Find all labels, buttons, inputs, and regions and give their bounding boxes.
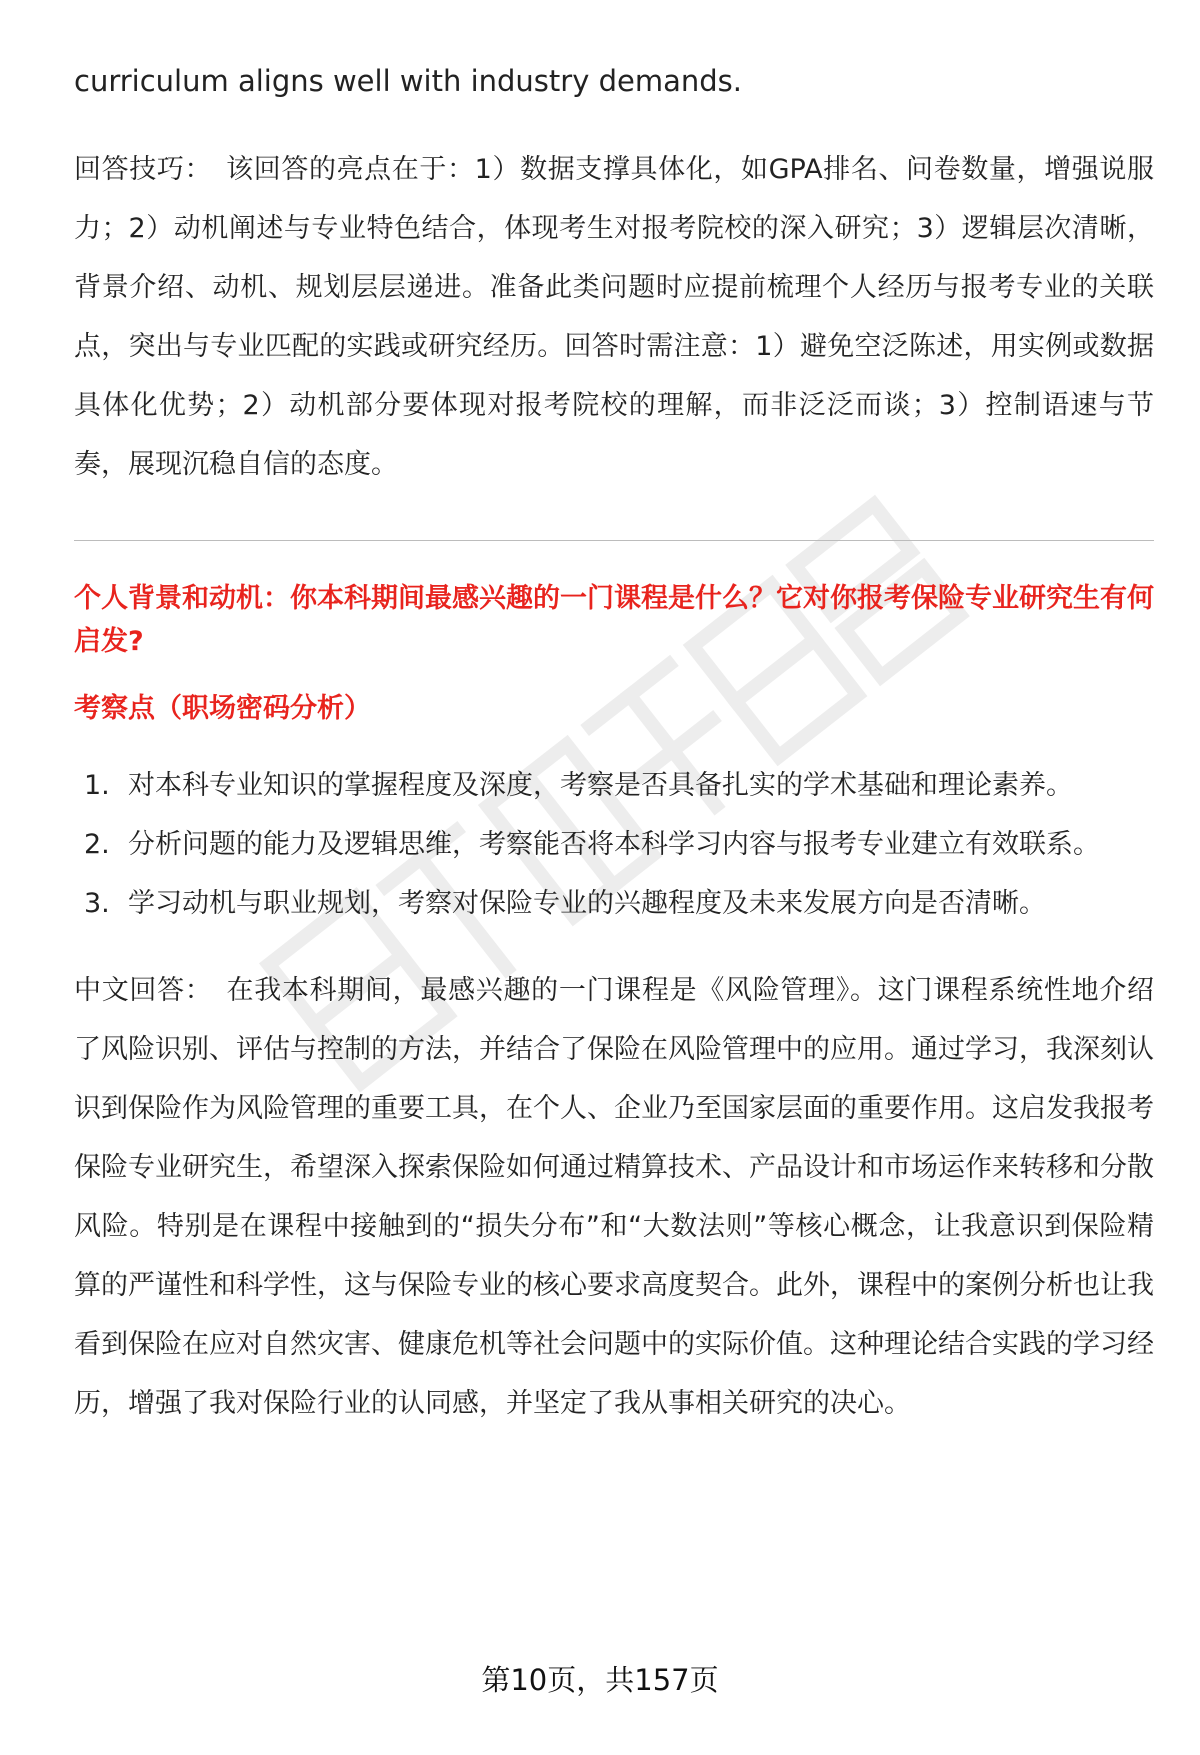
- focus-heading: 考察点（职场密码分析）: [74, 693, 371, 724]
- answer-text: 在我本科期间，最感兴趣的一门课程是《风险管理》。这门课程系统性地介绍了风险识别、评估与控制的方法，并结合了保险在风险管理中的应用。通过学习，我深刻认识到保险作为风险管理的重要工具，在个人、企业乃至国家层面的重要作用。这启发我报考保险专业研究生，希望深入探索保险如何通过精算技术、产品设计和市场运作来转移和分散风险。特别是在课程中接触到的“损失分布”和“大数法则”等核心概念，让我意识到保险精算的严谨性和科学性，这与保险专业的核心要求高度契合。此外，课程中的案例分析也让我看到保险在应对自然灾害、健康危机等社会问题中的实际价值。这种理论结合实践的学习经历，增强了我对保险行业的认同感，并坚定了我从事相关研究的决心。: [74, 975, 1155, 1419]
- list-text: 分析问题的能力及逻辑思维，考察能否将本科学习内容与报考专业建立有效联系。: [128, 829, 1100, 860]
- list-item: [74, 815, 1154, 874]
- focus-points-list: [74, 756, 1154, 933]
- document-body: [74, 52, 1154, 1433]
- list-text: 对本科专业知识的掌握程度及深度，考察是否具备扎实的学术基础和理论素养。: [128, 770, 1073, 801]
- list-item: [74, 756, 1154, 815]
- list-item: [74, 874, 1154, 933]
- tips-label: 回答技巧：: [74, 154, 213, 185]
- page-footer: 第10页，共157页: [481, 1663, 719, 1697]
- answer-paragraph: [74, 961, 1154, 1433]
- tips-text: 该回答的亮点在于：1）数据支撑具体化，如GPA排名、问卷数量，增强说服力；2）动机阐述与专业特色结合，体现考生对报考院校的深入研究；3）逻辑层次清晰，背景介绍、动机、规划层层递进。准备此类问题时应提前梳理个人经历与报考专业的关联点，突出与专业匹配的实践或研究经历。回答时需注意：1）避免空泛陈述，用实例或数据具体化优势；2）动机部分要体现对报考院校的理解，而非泛泛而谈；3）控制语速与节奏，展现沉稳自信的态度。: [74, 154, 1155, 480]
- question-heading: 个人背景和动机：你本科期间最感兴趣的一门课程是什么？它对你报考保险专业研究生有何启发?: [74, 583, 1154, 657]
- spacer: [74, 110, 1154, 140]
- list-number: 2.: [84, 829, 110, 860]
- tips-paragraph: [74, 140, 1154, 494]
- list-text: 学习动机与职业规划，考察对保险专业的兴趣程度及未来发展方向是否清晰。: [128, 888, 1046, 919]
- list-number: 3.: [84, 888, 110, 919]
- list-number: 1.: [84, 770, 110, 801]
- intro-line: curriculum aligns well with industry demands.: [74, 64, 742, 98]
- answer-label: 中文回答：: [74, 975, 213, 1006]
- section-divider: [74, 540, 1154, 541]
